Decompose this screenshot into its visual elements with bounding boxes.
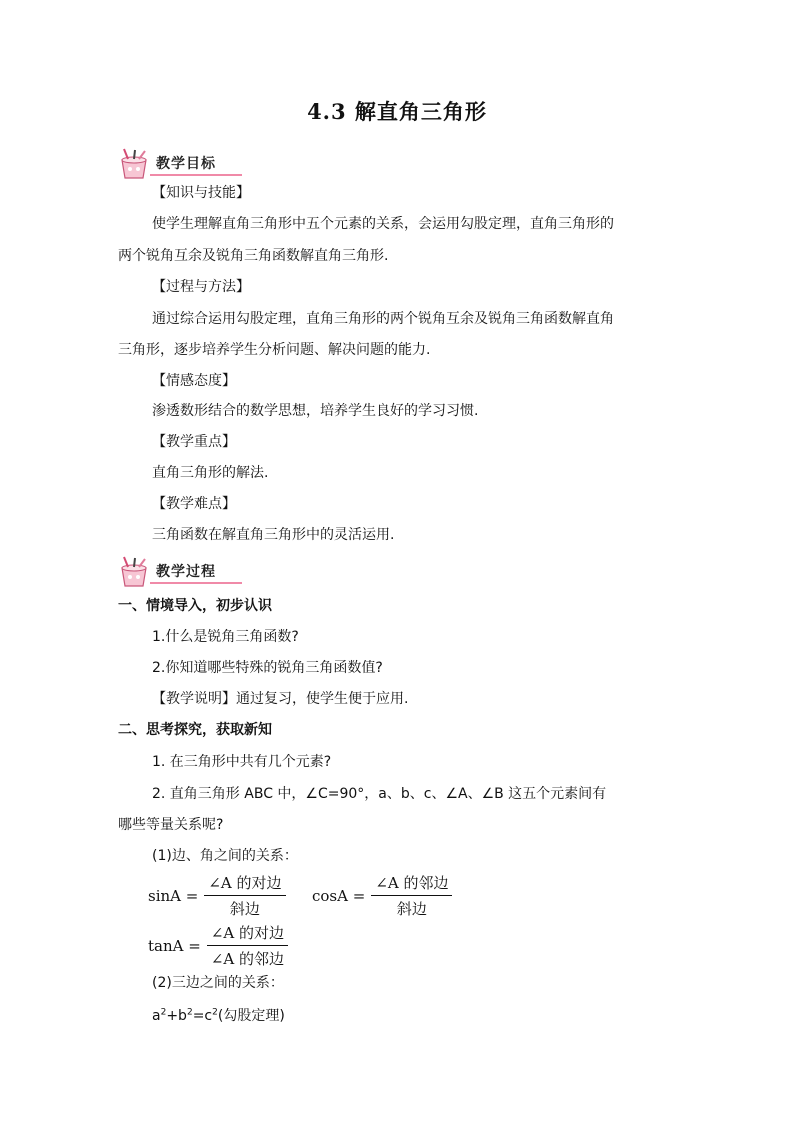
- difficulty-heading: 【教学难点】: [152, 496, 236, 512]
- tan-lhs: tanA =: [148, 936, 201, 955]
- tan-denominator: ∠A 的邻边: [210, 950, 284, 968]
- process-heading: 【过程与方法】: [152, 279, 250, 295]
- knowledge-text-1: 使学生理解直角三角形中五个元素的关系，会运用勾股定理，直角三角形的: [152, 216, 614, 232]
- tan-numerator: ∠A 的对边: [207, 922, 288, 946]
- part2-question-1: 1. 在三角形中共有几个元素?: [152, 754, 332, 770]
- pythag-exp-a: 2: [160, 1007, 167, 1018]
- page-title: 4.3 解直角三角形: [307, 99, 487, 124]
- cos-lhs: cosA =: [312, 886, 366, 905]
- cos-formula: [312, 872, 452, 919]
- tan-formula: [148, 922, 288, 969]
- section-badge-process: [116, 556, 242, 588]
- sin-formula: [148, 872, 286, 919]
- relation-three-sides: (2)三边之间的关系：: [152, 975, 284, 991]
- pythag-exp-b: 2: [186, 1007, 193, 1018]
- tan-fraction: [207, 922, 288, 969]
- sin-lhs: sinA =: [148, 886, 199, 905]
- sin-denominator: 斜边: [229, 900, 260, 918]
- pythag-exp-c: 2: [212, 1007, 218, 1018]
- cos-denominator: 斜边: [396, 900, 427, 918]
- sin-fraction: [204, 872, 285, 919]
- pythag-eq-c: =c: [192, 1008, 213, 1024]
- part2-heading: 二、思考探究，获取新知: [118, 722, 272, 738]
- cos-numerator: ∠A 的邻边: [371, 872, 452, 896]
- part1-note: 【教学说明】通过复习，使学生便于应用.: [152, 691, 409, 707]
- process-text-1: 通过综合运用勾股定理，直角三角形的两个锐角互余及锐角三角函数解直角: [152, 311, 614, 327]
- pythag-note: (勾股定理): [217, 1008, 285, 1024]
- process-text-2: 三角形，逐步培养学生分析问题、解决问题的能力.: [118, 342, 431, 358]
- key-point-heading: 【教学重点】: [152, 434, 236, 450]
- difficulty-text: 三角函数在解直角三角形中的灵活运用.: [152, 527, 395, 543]
- part1-heading: 一、情境导入，初步认识: [118, 598, 272, 614]
- knowledge-heading: 【知识与技能】: [152, 185, 250, 201]
- knowledge-text-2: 两个锐角互余及锐角三角函数解直角三角形.: [118, 248, 389, 264]
- badge-underline: [150, 174, 242, 176]
- relation-sides-angles: (1)边、角之间的关系：: [152, 848, 298, 864]
- pythag-a: a: [152, 1008, 161, 1024]
- section-label-process: 教学过程: [156, 564, 216, 580]
- pythagorean-formula: [152, 1006, 285, 1026]
- emotion-heading: 【情感态度】: [152, 373, 236, 389]
- part1-question-2: 2.你知道哪些特殊的锐角三角函数值?: [152, 660, 383, 676]
- section-badge-objectives: [116, 148, 242, 180]
- emotion-text: 渗透数形结合的数学思想，培养学生良好的学习习惯.: [152, 403, 479, 419]
- part2-question-2a: 2. 直角三角形 ABC 中，∠C=90°，a、b、c、∠A、∠B 这五个元素间有: [152, 786, 607, 802]
- part2-question-2b: 哪些等量关系呢?: [118, 817, 224, 833]
- section-label-objectives: 教学目标: [156, 156, 216, 172]
- key-point-text: 直角三角形的解法.: [152, 465, 269, 481]
- part1-question-1: 1.什么是锐角三角函数?: [152, 629, 299, 645]
- sin-numerator: ∠A 的对边: [204, 872, 285, 896]
- badge-underline: [150, 582, 242, 584]
- cos-fraction: [371, 872, 452, 919]
- pythag-plus-b: +b: [166, 1008, 187, 1024]
